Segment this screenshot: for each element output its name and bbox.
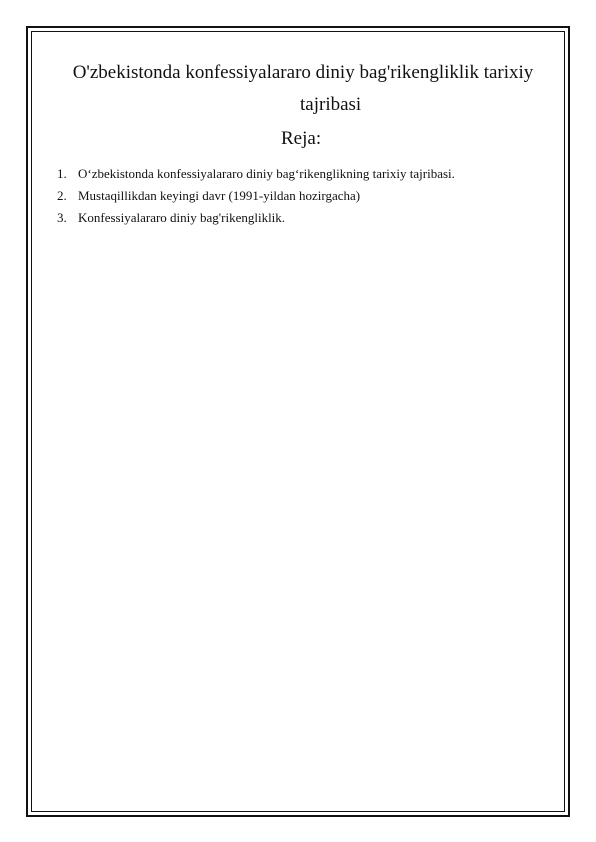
plan-item-number: 3. xyxy=(57,210,67,225)
plan-item-number: 1. xyxy=(57,166,67,181)
document-title xyxy=(31,57,565,121)
plan-item-number: 2. xyxy=(57,188,67,203)
plan-item xyxy=(57,185,455,207)
plan-item xyxy=(57,163,455,185)
plan-list xyxy=(57,163,455,229)
plan-item-text: O‘zbekistonda konfessiyalararo diniy bag‘rikenglikning tarixiy tajribasi. xyxy=(78,166,455,181)
page-content xyxy=(31,31,565,812)
plan-item xyxy=(57,207,455,229)
plan-item-text: Konfessiyalararo diniy bag'rikengliklik. xyxy=(78,210,286,225)
title-line-2: tajribasi xyxy=(300,94,362,115)
plan-item-text: Mustaqillikdan keyingi davr (1991-yildan hozirgacha) xyxy=(78,188,361,203)
plan-heading: Reja: xyxy=(281,128,322,149)
title-line-1: O'zbekistonda konfessiyalararo diniy bag'rikengliklik tarixiy xyxy=(72,62,534,83)
